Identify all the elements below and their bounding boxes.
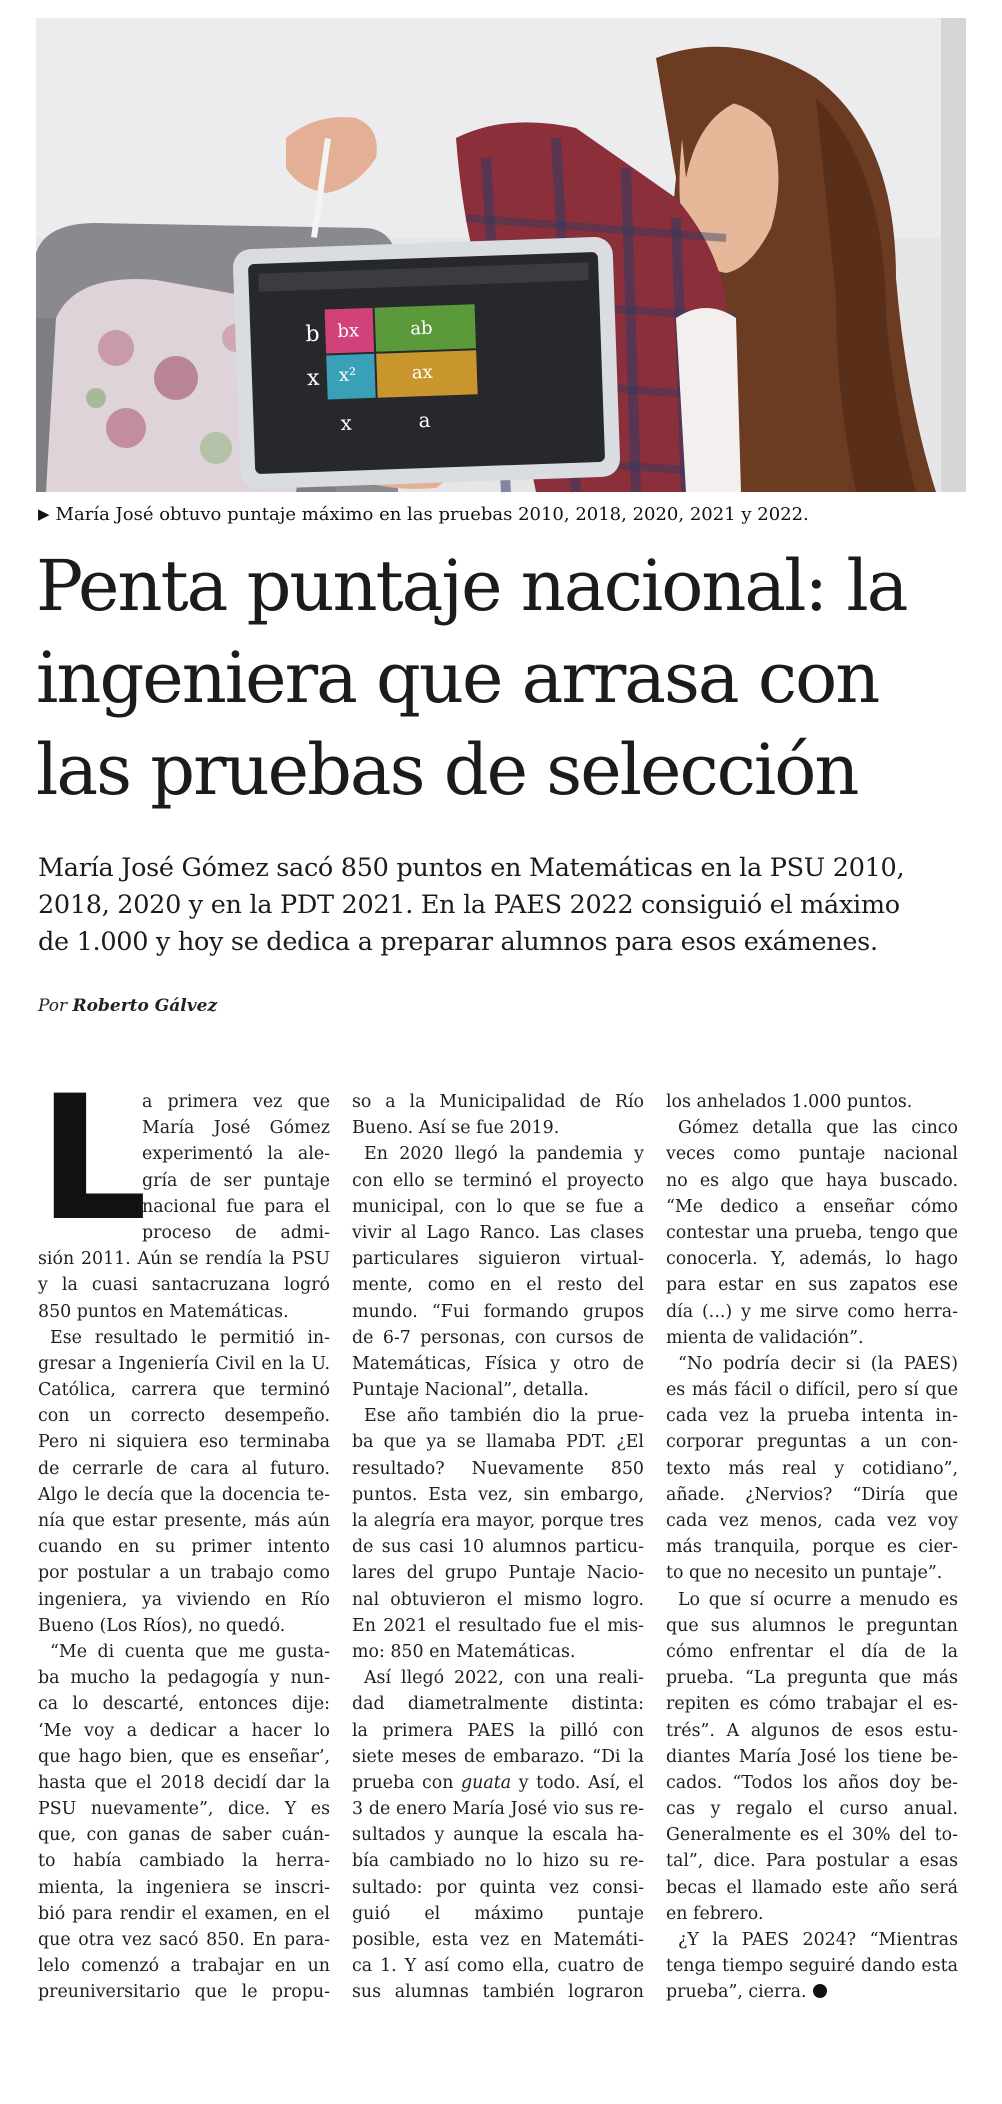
body-line: posible, esta vez en Matemáti-	[352, 1930, 644, 1950]
body-line: “Me di cuenta que me gusta-	[50, 1641, 330, 1662]
body-text: y todo. Así, el	[518, 1772, 644, 1793]
body-line: ca 1. Y así como ella, cuatro de	[352, 1956, 644, 1977]
body-line: añade. ¿Nervios? “Diría que	[666, 1484, 958, 1505]
body-line: to había cambiado la herra-	[38, 1851, 330, 1872]
body-line: la alegría era mayor, porque tres	[352, 1511, 644, 1531]
body-line: Gómez detalla que las cinco	[678, 1118, 958, 1139]
body-line: ingeniera, ya viviendo en Río	[38, 1589, 330, 1610]
drop-cap: L	[38, 1058, 148, 1259]
caption-marker-icon: ▶	[38, 505, 50, 523]
tablet-cell-label: ab	[409, 317, 433, 340]
body-line: 3 de enero María José vio sus re-	[352, 1799, 644, 1820]
body-line: corporar preguntas a un con-	[666, 1432, 958, 1453]
body-line: que sus alumnos le preguntan	[666, 1615, 958, 1636]
body-line: Ese resultado le permitió in-	[50, 1327, 330, 1348]
tablet-cell-label: x	[340, 410, 353, 436]
body-line: de cerrarle de cara al futuro.	[38, 1458, 330, 1479]
body-column-3	[666, 1089, 958, 2006]
body-line: Católica, carrera que terminó	[38, 1380, 330, 1401]
body-line: en febrero.	[666, 1903, 764, 1924]
body-line: nía que estar presente, más aún	[38, 1511, 330, 1531]
body-line: de sus casi 10 alumnos particu-	[352, 1537, 644, 1558]
body-line: nacional fue para el	[142, 1196, 330, 1217]
body-line: contestar una prueba, tengo que	[666, 1222, 958, 1243]
body-line: que, con ganas de saber cuán-	[38, 1825, 330, 1846]
body-line: sus alumnas también lograron	[352, 1982, 644, 2003]
body-line: gresar a Ingeniería Civil en la U.	[38, 1353, 330, 1374]
body-line: Algo le decía que la docencia te-	[38, 1484, 330, 1505]
body-line: En 2021 el resultado fue el mis-	[352, 1615, 644, 1636]
article-photo	[36, 18, 966, 492]
body-line: “Me dedico a enseñar cómo	[666, 1196, 958, 1217]
headline-line: las pruebas de selección	[36, 729, 858, 811]
tablet-cell-label: b	[305, 321, 320, 348]
body-line: cada vez menos, cada vez voy	[666, 1511, 958, 1531]
body-line: veces como puntaje nacional	[666, 1144, 958, 1165]
body-line: En 2020 llegó la pandemia y	[364, 1144, 644, 1165]
tablet-cell-label: x	[306, 365, 320, 392]
body-line: ‘Me voy a dedicar a hacer lo	[38, 1720, 330, 1741]
body-line: experimentó la ale-	[142, 1144, 330, 1165]
body-line: sultado: por quinta vez consi-	[352, 1877, 644, 1898]
body-text: prueba”, cierra.	[666, 1982, 807, 2003]
body-line: Bueno (Los Ríos), no quedó.	[38, 1615, 286, 1636]
body-line: sión 2011. Aún se rendía la PSU	[38, 1249, 330, 1270]
body-line: para estar en sus zapatos ese	[666, 1275, 958, 1296]
tablet-cell-label: x²	[338, 364, 357, 387]
article-headline	[36, 540, 966, 816]
body-line: puntos. Esta vez, sin embargo,	[352, 1484, 644, 1505]
body-line: y la cuasi santacruzana logró	[38, 1275, 330, 1296]
body-line: hasta que el 2018 decidí dar la	[38, 1772, 330, 1793]
body-line: prueba. “La pregunta que más	[666, 1668, 958, 1689]
body-column-1	[38, 1058, 330, 2006]
body-line: cados. “Todos los años doy be-	[666, 1772, 958, 1793]
body-line: María José Gómez	[142, 1118, 330, 1139]
body-line: ca lo descarté, entonces dije:	[38, 1694, 330, 1715]
body-line: 850 puntos en Matemáticas.	[38, 1301, 289, 1322]
body-line: so a la Municipalidad de Río	[352, 1092, 644, 1112]
body-line: mienta, la ingeniera se inscri-	[38, 1877, 330, 1898]
body-line: preuniversitario que le propu-	[38, 1982, 330, 2003]
body-text: prueba con	[352, 1772, 454, 1793]
tablet-cell-label: ax	[411, 361, 434, 384]
body-line: bía cambiado no lo hizo su re-	[352, 1851, 644, 1872]
body-line: mundo. “Fui formando grupos	[352, 1301, 644, 1322]
body-line: vivir al Lago Ranco. Las clases	[352, 1222, 644, 1243]
body-line: gría de ser puntaje	[142, 1170, 330, 1191]
body-line: nal obtuvieron el mismo logro.	[352, 1589, 644, 1610]
body-line: municipal, con lo que se fue a	[352, 1196, 644, 1217]
body-line: lelo comenzó a trabajar en un	[38, 1956, 330, 1977]
body-line: repiten es cómo trabajar el es-	[666, 1694, 958, 1715]
body-line: mienta de validación”.	[666, 1327, 864, 1348]
body-line: dad diametralmente distinta:	[352, 1694, 644, 1715]
body-line: cada vez la prueba intenta in-	[666, 1406, 958, 1427]
body-line: Matemáticas, Física y otro de	[352, 1353, 644, 1374]
body-line: más tranquila, porque es cier-	[666, 1537, 958, 1558]
body-line: día (...) y me sirve como herra-	[666, 1301, 958, 1322]
byline	[38, 996, 217, 1016]
body-line: de 6-7 personas, con cursos de	[352, 1327, 644, 1348]
deck-line: 2018, 2020 y en la PDT 2021. En la PAES 2022 consiguió el máximo	[38, 890, 900, 920]
body-line: guió el máximo puntaje	[352, 1903, 644, 1924]
body-line: ba mucho la pedagogía y nun-	[38, 1668, 330, 1689]
end-mark-icon	[813, 1984, 827, 1998]
body-line: es más fácil o difícil, pero sí que	[666, 1380, 958, 1401]
body-line: con un correcto desempeño.	[38, 1406, 330, 1427]
body-line: ¿Y la PAES 2024? “Mientras	[678, 1930, 958, 1950]
body-line: cómo enfrentar el día de la	[666, 1641, 958, 1662]
body-line: Pero ni siquiera eso terminaba	[38, 1432, 330, 1453]
body-line: que otra vez sacó 850. En para-	[38, 1930, 330, 1950]
tablet-cell-label: a	[418, 407, 431, 433]
article-deck	[38, 850, 968, 961]
body-line: becas el llamado este año será	[666, 1877, 958, 1898]
body-line: no es algo que haya buscado.	[666, 1170, 958, 1191]
body-line: resultado? Nuevamente 850	[352, 1458, 644, 1479]
headline-line: ingeniera que arrasa con	[36, 637, 879, 719]
body-line: Generalmente es el 30% del to-	[666, 1825, 958, 1846]
body-line: bió para rendir el examen, en el	[38, 1903, 330, 1924]
body-line: proceso de admi-	[142, 1222, 330, 1243]
body-line: mo: 850 en Matemáticas.	[352, 1641, 576, 1662]
body-line: Puntaje Nacional”, detalla.	[352, 1380, 589, 1401]
body-line: Bueno. Así se fue 2019.	[352, 1118, 560, 1139]
deck-line: de 1.000 y hoy se dedica a preparar alumnos para esos exámenes.	[38, 927, 878, 957]
headline-line: Penta puntaje nacional: la	[36, 545, 907, 627]
body-line: particulares siguieron virtual-	[352, 1249, 644, 1270]
body-line: ba que ya se llamaba PDT. ¿El	[352, 1432, 644, 1453]
body-line: los anhelados 1.000 puntos.	[666, 1092, 913, 1112]
body-line: tal”, dice. Para postular a esas	[666, 1851, 958, 1872]
body-line: que hago bien, que es enseñar’,	[38, 1746, 330, 1767]
body-line: por postular a un trabajo como	[38, 1563, 330, 1584]
body-line: trés”. A algunos de esos estu-	[666, 1720, 958, 1741]
tablet-cell-label: bx	[337, 320, 360, 343]
body-line: diantes María José los tiene be-	[666, 1746, 958, 1767]
emphasis-word: guata	[461, 1772, 512, 1793]
body-line: Lo que sí ocurre a menudo es	[678, 1589, 958, 1610]
deck-line: María José Gómez sacó 850 puntos en Matemáticas en la PSU 2010,	[38, 853, 905, 883]
body-line: lares del grupo Puntaje Nacio-	[352, 1563, 644, 1584]
byline-author: Roberto Gálvez	[72, 996, 218, 1016]
body-line: tenga tiempo seguiré dando esta	[666, 1956, 958, 1977]
body-line: la primera PAES la pilló con	[352, 1720, 644, 1741]
body-line	[352, 1770, 644, 1796]
caption-text: María José obtuvo puntaje máximo en las pruebas 2010, 2018, 2020, 2021 y 2022.	[55, 504, 809, 525]
body-line: cas y regalo el curso anual.	[666, 1799, 958, 1820]
body-line: Así llegó 2022, con una reali-	[364, 1668, 644, 1689]
body-line: siete meses de embarazo. “Di la	[352, 1746, 644, 1767]
body-line: sultados y aunque la escala ha-	[352, 1825, 644, 1846]
body-line: mente, como en el resto del	[352, 1275, 644, 1296]
body-line: conocerla. Y, además, lo hago	[666, 1249, 958, 1270]
body-line: Ese año también dio la prue-	[364, 1406, 644, 1427]
photo-caption	[38, 502, 968, 527]
body-line: a primera vez que	[142, 1092, 330, 1112]
body-line: to que no necesito un puntaje”.	[666, 1563, 943, 1584]
body-line: texto más real y cotidiano”,	[666, 1458, 958, 1479]
body-line: cuando en su primer intento	[38, 1537, 330, 1558]
body-line: PSU nuevamente”, dice. Y es	[38, 1799, 330, 1820]
body-column-2	[352, 1089, 644, 2006]
body-line	[666, 1979, 958, 2005]
byline-prefix: Por	[38, 996, 68, 1016]
body-line: con ello se terminó el proyecto	[352, 1170, 644, 1191]
body-line: “No podría decir si (la PAES)	[678, 1353, 958, 1374]
